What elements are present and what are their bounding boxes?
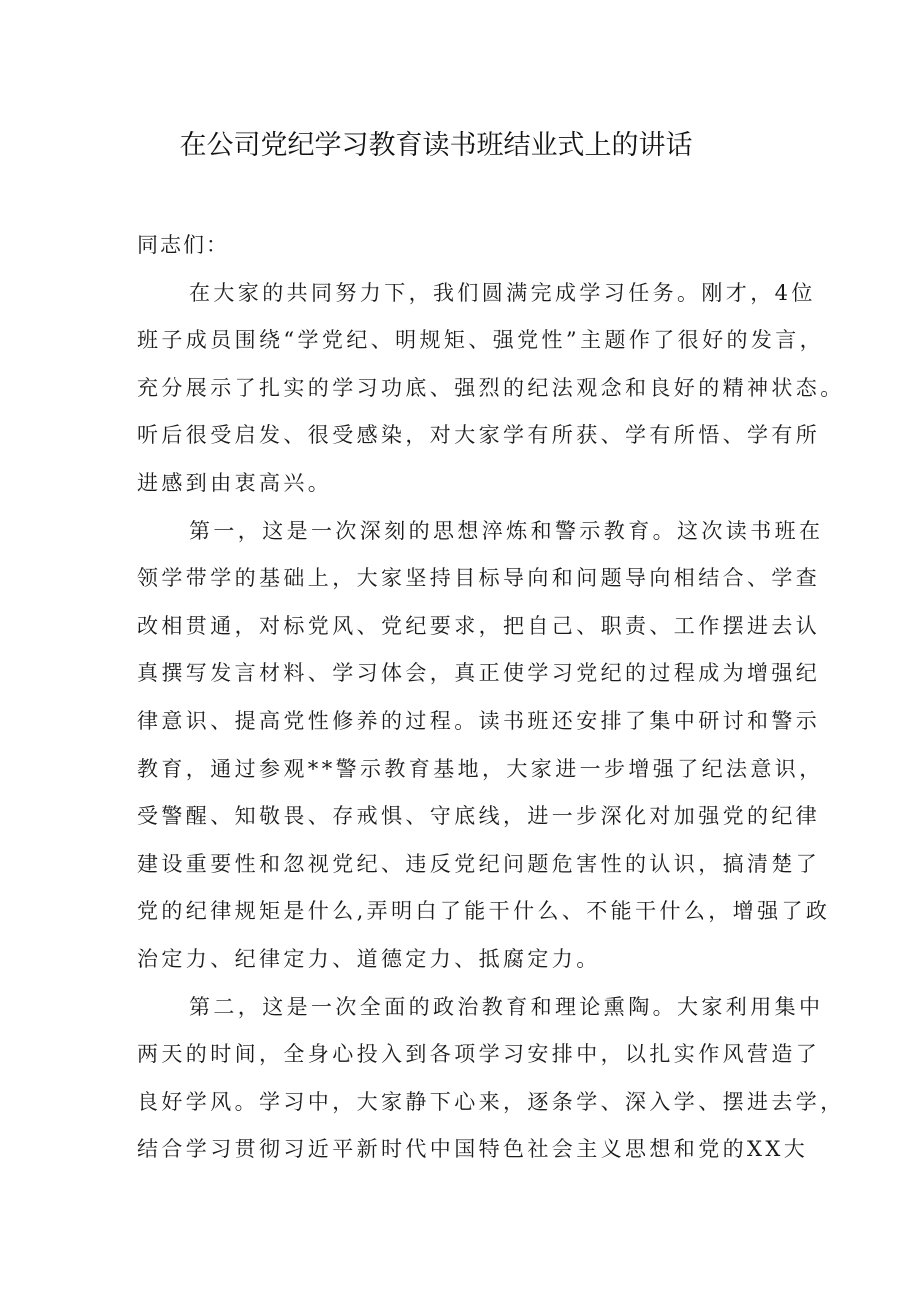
paragraph-1-line-3: 充分展示了扎实的学习功底、强烈的纪法观念和良好的精神状态。	[137, 375, 845, 400]
paragraph-2-line-5: 律意识、提高党性修养的过程。读书班还安排了集中研讨和警示	[137, 708, 821, 733]
paragraph-2-line-10: 治定力、纪律定力、道德定力、抵腐定力。	[137, 946, 601, 971]
paragraph-2-line-7: 受警醒、知敬畏、存戒惧、守底线，进一步深化对加强党的纪律	[137, 804, 821, 829]
paragraph-2-line-6: 教育，通过参观**警示教育基地，大家进一步增强了纪法意识，	[137, 756, 824, 781]
paragraph-2-line-4: 真撰写发言材料、学习体会，真正使学习党纪的过程成为增强纪	[137, 661, 821, 686]
paragraph-3-line-2: 两天的时间，全身心投入到各项学习安排中，以扎实作风营造了	[137, 1042, 821, 1067]
paragraph-3-line-1: 第二，这是一次全面的政治教育和理论熏陶。大家利用集中	[189, 994, 824, 1019]
document-title: 在公司党纪学习教育读书班结业式上的讲话	[179, 130, 693, 161]
paragraph-1-line-1: 在大家的共同努力下，我们圆满完成学习任务。刚才，4位	[189, 280, 816, 305]
paragraph-2-line-8: 建设重要性和忽视党纪、违反党纪问题危害性的认识，搞清楚了	[137, 851, 821, 876]
document-body	[137, 222, 845, 1174]
paragraph-1-line-4: 听后很受启发、很受感染，对大家学有所获、学有所悟、学有所	[137, 423, 821, 448]
paragraph-2-line-1: 第一，这是一次深刻的思想淬炼和警示教育。这次读书班在	[189, 518, 824, 543]
paragraph-3-line-3: 良好学风。学习中，大家静下心来，逐条学、深入学、摆进去学，	[137, 1089, 845, 1114]
paragraph-1-line-2: 班子成员围绕“学党纪、明规矩、强党性”主题作了很好的发言，	[137, 328, 825, 353]
paragraph-1-line-5: 进感到由衷高兴。	[137, 470, 333, 495]
paragraph-2-line-3: 改相贯通，对标党风、党纪要求，把自己、职责、工作摆进去认	[137, 613, 821, 638]
salutation: 同志们：	[137, 233, 229, 257]
paragraph-2-line-9: 党的纪律规矩是什么,弄明白了能干什么、不能干什么，增强了政	[137, 899, 831, 924]
paragraph-3-line-4: 结合学习贯彻习近平新时代中国特色社会主义思想和党的XX大	[137, 1137, 809, 1162]
paragraph-2-line-2: 领学带学的基础上，大家坚持目标导向和问题导向相结合、学查	[137, 566, 821, 591]
